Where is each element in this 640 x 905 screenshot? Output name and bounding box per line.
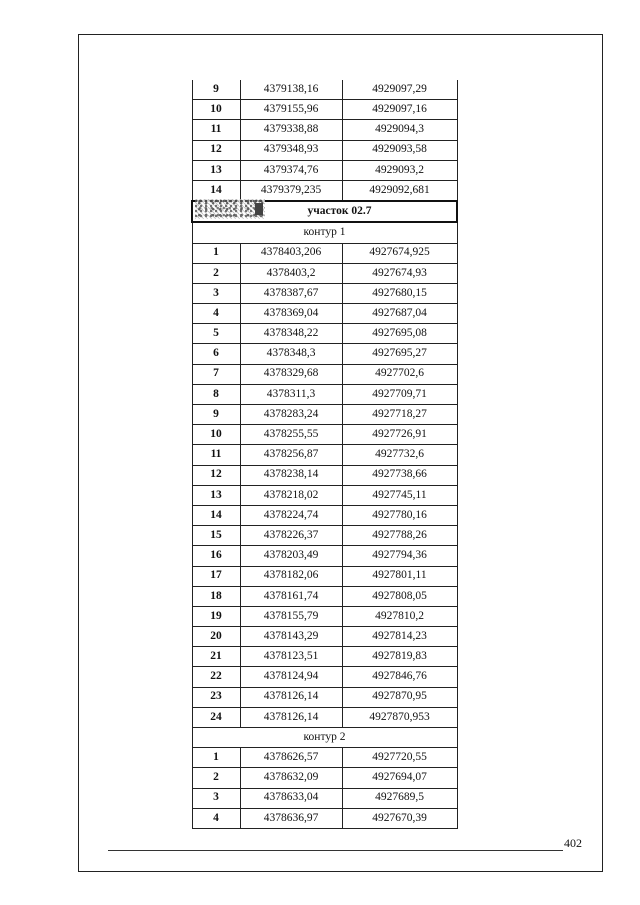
y-coordinate: 4927732,6	[342, 445, 457, 465]
table-row	[192, 808, 457, 828]
table-row	[192, 586, 457, 606]
y-coordinate: 4927870,953	[342, 707, 457, 727]
point-number: 24	[192, 707, 240, 727]
y-coordinate: 4927687,04	[342, 304, 457, 324]
point-number: 11	[192, 120, 240, 140]
x-coordinate: 4379348,93	[240, 140, 342, 160]
x-coordinate: 4378126,14	[240, 687, 342, 707]
y-coordinate: 4927788,26	[342, 526, 457, 546]
table-row	[192, 748, 457, 768]
point-number: 1	[192, 243, 240, 263]
y-coordinate: 4929093,58	[342, 140, 457, 160]
table-row	[192, 526, 457, 546]
point-number: 13	[192, 485, 240, 505]
y-coordinate: 4929097,16	[342, 100, 457, 120]
y-coordinate: 4927670,39	[342, 808, 457, 828]
scan-artifact-stamp	[195, 199, 265, 219]
x-coordinate: 4378329,68	[240, 364, 342, 384]
y-coordinate: 4927846,76	[342, 667, 457, 687]
table-row	[192, 505, 457, 525]
table-row	[192, 243, 457, 263]
x-coordinate: 4378633,04	[240, 788, 342, 808]
contour-label: контур 1	[192, 222, 457, 243]
table-row	[192, 768, 457, 788]
point-number: 4	[192, 808, 240, 828]
footer-rule	[108, 850, 563, 851]
y-coordinate: 4927810,2	[342, 606, 457, 626]
x-coordinate: 4379374,76	[240, 160, 342, 180]
table-row	[192, 707, 457, 727]
x-coordinate: 4378283,24	[240, 405, 342, 425]
y-coordinate: 4927870,95	[342, 687, 457, 707]
y-coordinate: 4927694,07	[342, 768, 457, 788]
point-number: 10	[192, 100, 240, 120]
x-coordinate: 4378224,74	[240, 505, 342, 525]
x-coordinate: 4378255,55	[240, 425, 342, 445]
x-coordinate: 4378182,06	[240, 566, 342, 586]
table-row	[192, 405, 457, 425]
x-coordinate: 4378636,97	[240, 808, 342, 828]
table-row	[192, 627, 457, 647]
x-coordinate: 4378403,206	[240, 243, 342, 263]
y-coordinate: 4927780,16	[342, 505, 457, 525]
point-number: 4	[192, 304, 240, 324]
x-coordinate: 4378124,94	[240, 667, 342, 687]
table-row	[192, 344, 457, 364]
y-coordinate: 4927745,11	[342, 485, 457, 505]
point-number: 17	[192, 566, 240, 586]
x-coordinate: 4379338,88	[240, 120, 342, 140]
y-coordinate: 4927695,27	[342, 344, 457, 364]
table-row	[192, 80, 457, 100]
point-number: 10	[192, 425, 240, 445]
x-coordinate: 4378238,14	[240, 465, 342, 485]
x-coordinate: 4378348,22	[240, 324, 342, 344]
y-coordinate: 4927680,15	[342, 283, 457, 303]
x-coordinate: 4378632,09	[240, 768, 342, 788]
point-number: 3	[192, 283, 240, 303]
contour-header-row	[192, 222, 457, 243]
table-row	[192, 485, 457, 505]
page-number: 402	[564, 836, 582, 850]
point-number: 18	[192, 586, 240, 606]
y-coordinate: 4929097,29	[342, 80, 457, 100]
y-coordinate: 4929092,681	[342, 180, 457, 201]
table-row	[192, 180, 457, 201]
y-coordinate: 4927674,925	[342, 243, 457, 263]
y-coordinate: 4927702,6	[342, 364, 457, 384]
point-number: 14	[192, 505, 240, 525]
point-number: 2	[192, 263, 240, 283]
y-coordinate: 4927718,27	[342, 405, 457, 425]
x-coordinate: 4379379,235	[240, 180, 342, 201]
y-coordinate: 4927801,11	[342, 566, 457, 586]
y-coordinate: 4927720,55	[342, 748, 457, 768]
point-number: 5	[192, 324, 240, 344]
point-number: 6	[192, 344, 240, 364]
table-row	[192, 120, 457, 140]
table-row	[192, 647, 457, 667]
y-coordinate: 4929093,2	[342, 160, 457, 180]
contour-header-row	[192, 728, 457, 748]
point-number: 7	[192, 364, 240, 384]
point-number: 21	[192, 647, 240, 667]
table-row	[192, 445, 457, 465]
x-coordinate: 4378387,67	[240, 283, 342, 303]
table-row	[192, 546, 457, 566]
point-number: 12	[192, 465, 240, 485]
point-number: 9	[192, 405, 240, 425]
x-coordinate: 4378143,29	[240, 627, 342, 647]
x-coordinate: 4378311,3	[240, 384, 342, 404]
y-coordinate: 4927689,5	[342, 788, 457, 808]
point-number: 16	[192, 546, 240, 566]
coordinates-table	[191, 80, 458, 829]
point-number: 11	[192, 445, 240, 465]
table-row	[192, 465, 457, 485]
table-row	[192, 788, 457, 808]
table-row	[192, 364, 457, 384]
y-coordinate: 4927695,08	[342, 324, 457, 344]
section-title: участок 02.7	[307, 204, 372, 217]
y-coordinate: 4927674,93	[342, 263, 457, 283]
x-coordinate: 4378348,3	[240, 344, 342, 364]
point-number: 13	[192, 160, 240, 180]
section-header-row	[192, 201, 457, 222]
y-coordinate: 4927794,36	[342, 546, 457, 566]
x-coordinate: 4378256,87	[240, 445, 342, 465]
x-coordinate: 4378203,49	[240, 546, 342, 566]
table-row	[192, 283, 457, 303]
point-number: 15	[192, 526, 240, 546]
y-coordinate: 4927808,05	[342, 586, 457, 606]
x-coordinate: 4378369,04	[240, 304, 342, 324]
x-coordinate: 4378226,37	[240, 526, 342, 546]
table-row	[192, 566, 457, 586]
y-coordinate: 4927709,71	[342, 384, 457, 404]
table-row	[192, 140, 457, 160]
point-number: 1	[192, 748, 240, 768]
point-number: 9	[192, 80, 240, 100]
y-coordinate: 4927819,83	[342, 647, 457, 667]
point-number: 8	[192, 384, 240, 404]
table-row	[192, 304, 457, 324]
x-coordinate: 4378123,51	[240, 647, 342, 667]
point-number: 19	[192, 606, 240, 626]
point-number: 23	[192, 687, 240, 707]
table-row	[192, 160, 457, 180]
section-header	[192, 201, 457, 222]
x-coordinate: 4378218,02	[240, 485, 342, 505]
table-row	[192, 687, 457, 707]
coordinates-table-body	[192, 80, 457, 828]
x-coordinate: 4379138,16	[240, 80, 342, 100]
point-number: 20	[192, 627, 240, 647]
y-coordinate: 4929094,3	[342, 120, 457, 140]
table-row	[192, 606, 457, 626]
y-coordinate: 4927726,91	[342, 425, 457, 445]
x-coordinate: 4378626,57	[240, 748, 342, 768]
point-number: 3	[192, 788, 240, 808]
table-row	[192, 324, 457, 344]
x-coordinate: 4378403,2	[240, 263, 342, 283]
point-number: 12	[192, 140, 240, 160]
x-coordinate: 4378161,74	[240, 586, 342, 606]
x-coordinate: 4379155,96	[240, 100, 342, 120]
x-coordinate: 4378126,14	[240, 707, 342, 727]
table-row	[192, 263, 457, 283]
point-number: 14	[192, 180, 240, 201]
point-number: 2	[192, 768, 240, 788]
table-row	[192, 667, 457, 687]
y-coordinate: 4927814,23	[342, 627, 457, 647]
x-coordinate: 4378155,79	[240, 606, 342, 626]
y-coordinate: 4927738,66	[342, 465, 457, 485]
point-number: 22	[192, 667, 240, 687]
contour-label: контур 2	[192, 728, 457, 748]
table-row	[192, 384, 457, 404]
table-row	[192, 425, 457, 445]
table-row	[192, 100, 457, 120]
